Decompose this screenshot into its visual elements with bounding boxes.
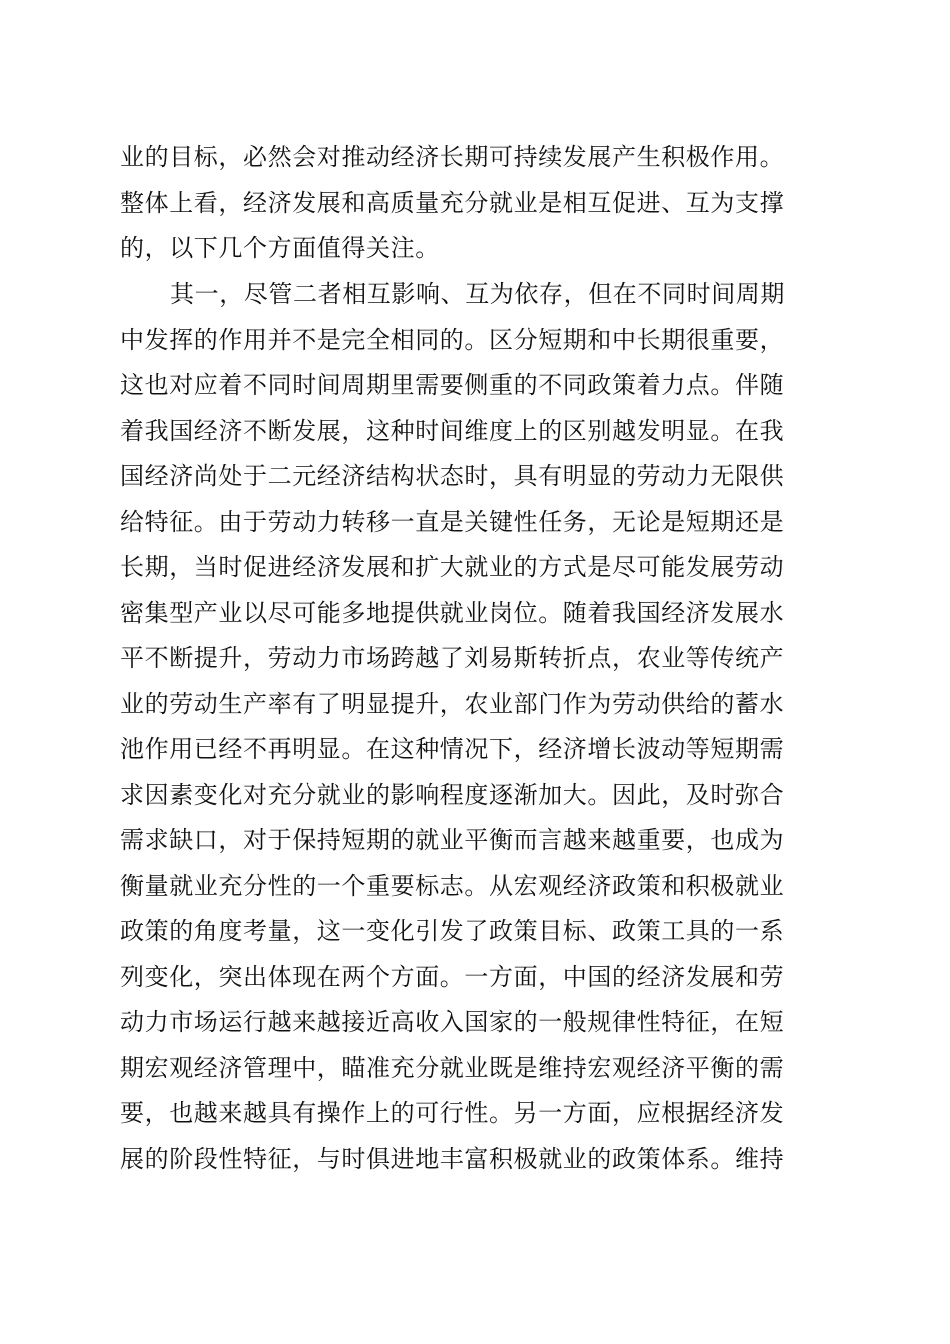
paragraph-line: 业的劳动生产率有了明显提升，农业部门作为劳动供给的蓄水: [120, 689, 785, 718]
paragraph-line: 平不断提升，劳动力市场跨越了刘易斯转折点，农业等传统产: [120, 644, 785, 672]
paragraph-line: 求因素变化对充分就业的影响程度逐渐加大。因此，及时弥合: [120, 780, 785, 809]
paragraph-1: [120, 135, 832, 272]
paragraph-line: 政策的角度考量，这一变化引发了政策目标、政策工具的一系: [120, 917, 785, 945]
paragraph-line: 展的阶段性特征，与时俱进地丰富积极就业的政策体系。维持: [120, 1144, 785, 1173]
paragraph-line: 列变化，突出体现在两个方面。一方面，中国的经济发展和劳: [120, 962, 785, 991]
paragraph-line: 期宏观经济管理中，瞄准充分就业既是维持宏观经济平衡的需: [120, 1053, 785, 1082]
paragraph-line: 业的目标，必然会对推动经济长期可持续发展产生积极作用。: [120, 143, 785, 171]
paragraph-line: 整体上看，经济发展和高质量充分就业是相互促进、互为支撑: [120, 188, 785, 217]
paragraph-line: 动力市场运行越来越接近高收入国家的一般规律性特征，在短: [120, 1008, 785, 1036]
paragraph-line: 的，以下几个方面值得关注。: [120, 234, 440, 262]
paragraph-line: 国经济尚处于二元经济结构状态时，具有明显的劳动力无限供: [120, 462, 785, 490]
paragraph-line: 衡量就业充分性的一个重要标志。从宏观经济政策和积极就业: [120, 871, 785, 900]
paragraph-line: 需求缺口，对于保持短期的就业平衡而言越来越重要，也成为: [120, 826, 785, 854]
paragraph-line: 密集型产业以尽可能多地提供就业岗位。随着我国经济发展水: [120, 598, 785, 627]
paragraph-line: 要，也越来越具有操作上的可行性。另一方面，应根据经济发: [120, 1099, 785, 1127]
paragraph-line: 长期，当时促进经济发展和扩大就业的方式是尽可能发展劳动: [120, 553, 785, 581]
paragraph-line: 池作用已经不再明显。在这种情况下，经济增长波动等短期需: [120, 735, 785, 763]
paragraph-line: 给特征。由于劳动力转移一直是关键性任务，无论是短期还是: [120, 507, 785, 536]
paragraph-line: 着我国经济不断发展，这种时间维度上的区别越发明显。在我: [120, 416, 785, 445]
paragraph-line: 这也对应着不同时间周期里需要侧重的不同政策着力点。伴随: [120, 371, 785, 399]
paragraph-line-first: 其一，尽管二者相互影响、互为依存，但在不同时间周期: [170, 280, 785, 308]
paragraph-line: 中发挥的作用并不是完全相同的。区分短期和中长期很重要，: [120, 325, 785, 354]
paragraph-2: [120, 272, 832, 1182]
